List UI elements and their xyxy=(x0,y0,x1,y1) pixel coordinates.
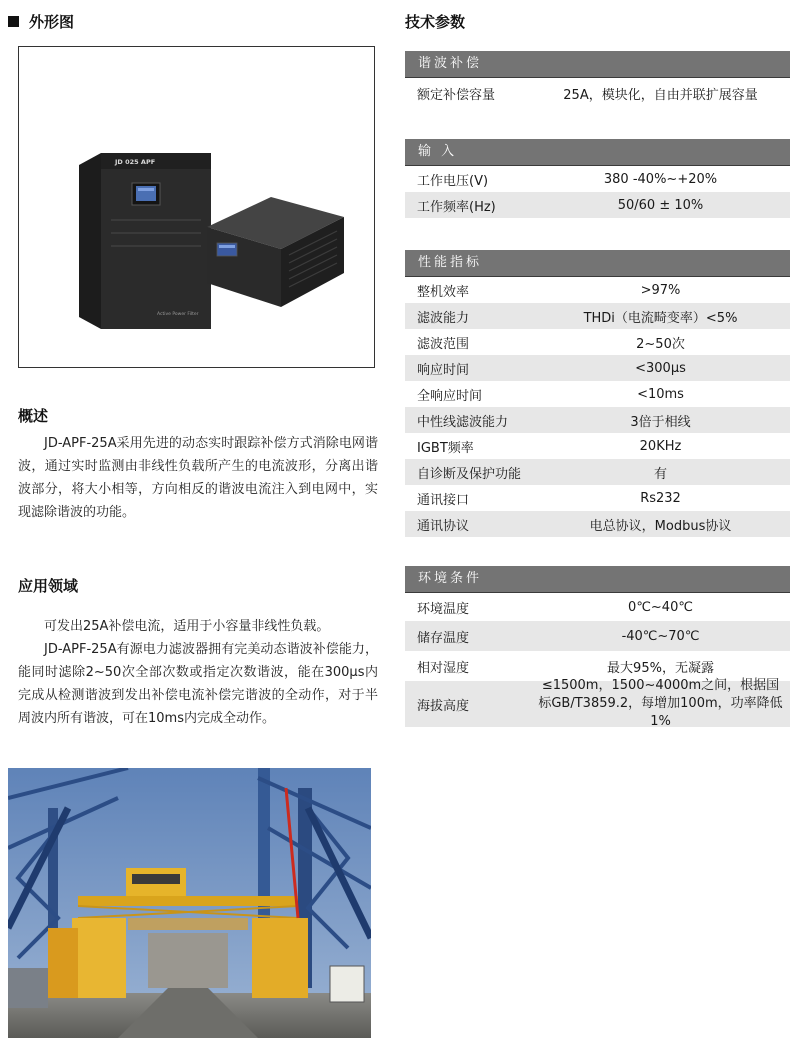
application-text-2: JD-APF-25A有源电力滤波器拥有完美动态谐波补偿能力，能同时滤除2~50次全部次数或指定次数谐波，能在300μs内完成从检测谐波到发出补偿电流补偿完谐波的全动作，对于半周波内所有谐波，可在10ms内完成全动作。 xyxy=(18,642,378,726)
table-row xyxy=(405,621,790,651)
row-label: 中性线滤波能力 xyxy=(417,414,509,430)
row-label: 工作电压(V) xyxy=(417,173,489,189)
appearance-title: 外形图 xyxy=(29,13,75,31)
row-label: 通讯接口 xyxy=(417,492,470,508)
row-value: <10ms xyxy=(637,386,684,402)
spec-group-environment xyxy=(405,566,790,727)
row-label: 自诊断及保护功能 xyxy=(417,466,522,482)
square-bullet-icon xyxy=(8,16,19,27)
spec-group-input xyxy=(405,139,790,218)
row-label: 相对湿度 xyxy=(417,660,470,676)
row-value: 2~50次 xyxy=(636,336,685,352)
cabinet-bottom-label: Active Power Filter xyxy=(157,312,199,317)
overview-text: JD-APF-25A采用先进的动态实时跟踪补偿方式消除电网谐波，通过实时监测由非线性负载所产生的电流波形，分离出谐波部分，将大小相等，方向相反的谐波电流注入到电网中，实现滤除谐波的功能。 xyxy=(18,436,378,520)
table-row xyxy=(405,381,790,407)
industrial-crane-photo xyxy=(8,768,371,1038)
application-text-1: 可发出25A补偿电流，适用于小容量非线性负载。 xyxy=(44,619,330,634)
row-value: 20KHz xyxy=(639,438,682,454)
row-label: 通讯协议 xyxy=(417,518,470,534)
row-label: 全响应时间 xyxy=(417,388,483,404)
row-value: 380 -40%~+20% xyxy=(603,171,718,187)
row-value: Rs232 xyxy=(640,490,681,506)
table-row xyxy=(405,407,790,433)
row-label: 储存温度 xyxy=(417,630,470,646)
application-title: 应用领域 xyxy=(18,577,79,595)
left-column xyxy=(0,0,390,1043)
row-value: THDi（电流畸变率）<5% xyxy=(583,310,738,326)
row-value: -40℃~70℃ xyxy=(621,628,700,644)
table-row xyxy=(405,166,790,192)
appearance-heading xyxy=(8,11,74,32)
application-photo xyxy=(8,768,371,1038)
row-label: 环境温度 xyxy=(417,601,470,617)
row-value: 0℃~40℃ xyxy=(628,599,693,615)
row-value: 50/60 ± 10% xyxy=(617,197,704,213)
row-value: 电总协议，Modbus协议 xyxy=(589,518,732,534)
product-illustration xyxy=(19,47,375,368)
table-row xyxy=(405,78,790,108)
table-row xyxy=(405,485,790,511)
table-row xyxy=(405,678,790,729)
row-value: 最大95%，无凝露 xyxy=(607,660,714,676)
overview-title: 概述 xyxy=(18,407,49,425)
right-column xyxy=(405,0,800,1043)
cabinet-model-label: JD 025 APF xyxy=(115,158,156,166)
table-row xyxy=(405,511,790,537)
table-row xyxy=(405,355,790,381)
row-value: ≤1500m，1500~4000m之间，根据国标GB/T3859.2，每增加100m，功率降低1% xyxy=(538,678,783,729)
row-value: <300μs xyxy=(635,360,686,376)
table-row xyxy=(405,277,790,303)
row-label: 额定补偿容量 xyxy=(417,87,496,103)
spec-group-performance xyxy=(405,250,790,537)
product-image xyxy=(18,46,375,368)
row-value: 有 xyxy=(653,466,667,482)
row-label: 滤波能力 xyxy=(417,310,470,326)
row-label: 工作频率(Hz) xyxy=(417,199,496,215)
spec-group-harmonic-compensation xyxy=(405,51,790,108)
row-value: 3倍于相线 xyxy=(630,414,691,430)
row-value: 25A，模块化，自由并联扩展容量 xyxy=(563,87,758,103)
table-row xyxy=(405,459,790,485)
group-header: 谐波补偿 xyxy=(405,51,790,77)
table-row xyxy=(405,192,790,218)
group-header: 性能指标 xyxy=(405,250,790,276)
group-header: 环境条件 xyxy=(405,566,790,592)
table-row xyxy=(405,433,790,459)
table-row xyxy=(405,593,790,621)
group-header: 输 入 xyxy=(405,139,790,165)
table-row xyxy=(405,303,790,329)
spec-title: 技术参数 xyxy=(405,13,466,31)
row-label: IGBT频率 xyxy=(417,440,474,456)
table-row xyxy=(405,329,790,355)
row-label: 海拔高度 xyxy=(417,698,470,714)
row-label: 滤波范围 xyxy=(417,336,470,352)
row-value: >97% xyxy=(640,282,681,298)
row-label: 响应时间 xyxy=(417,362,470,378)
row-label: 整机效率 xyxy=(417,284,470,300)
